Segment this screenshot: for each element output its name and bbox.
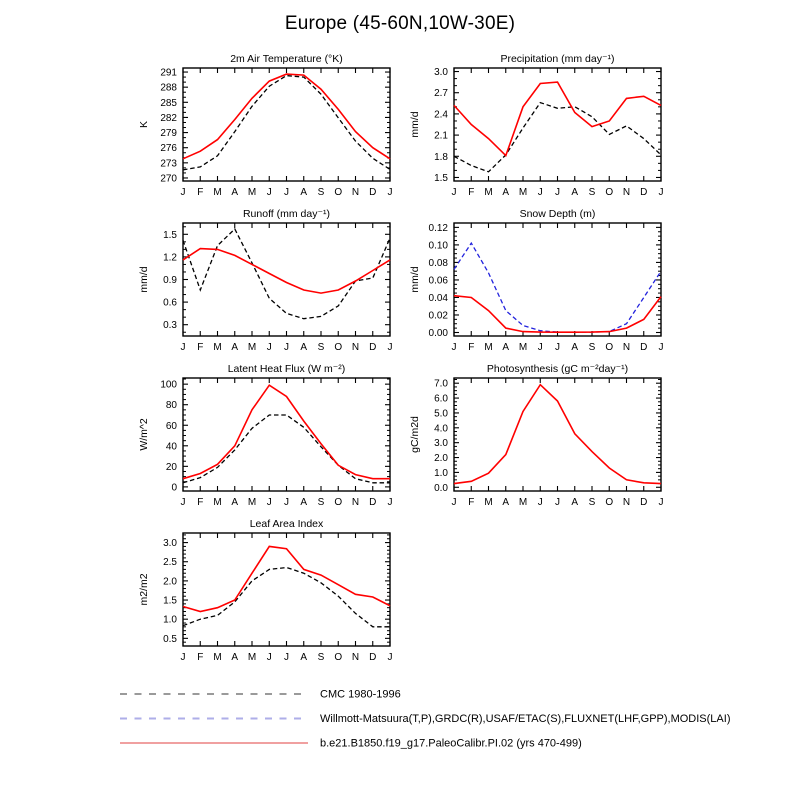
plot-frame	[183, 68, 390, 181]
x-tick-label: S	[588, 342, 596, 353]
y-tick-label: 2.0	[434, 453, 448, 465]
chart-title: Latent Heat Flux (W m⁻²)	[227, 363, 346, 375]
x-tick-label: M	[518, 342, 528, 353]
x-tick-label: J	[180, 497, 186, 508]
chart-runoff	[105, 205, 415, 369]
x-tick-label: D	[369, 652, 377, 663]
x-tick-label: M	[484, 497, 493, 508]
x-tick-label: J	[284, 652, 289, 663]
y-tick-label: 0.00	[428, 327, 448, 339]
y-tick-label: 60	[165, 420, 177, 432]
x-tick-label: F	[197, 187, 204, 198]
x-tick-label: M	[247, 652, 257, 663]
series-line-solid	[454, 385, 661, 484]
x-tick-label: J	[387, 187, 393, 198]
y-tick-label: 3.0	[434, 438, 448, 450]
y-tick-label: 100	[160, 379, 177, 391]
x-tick-label: F	[197, 342, 204, 353]
y-tick-label: 0.12	[428, 222, 448, 234]
x-tick-label: M	[518, 497, 528, 508]
x-tick-label: D	[369, 497, 377, 508]
x-tick-label: S	[317, 497, 325, 508]
y-tick-label: 2.1	[434, 130, 448, 142]
series-line-dashed	[454, 103, 661, 172]
series-line-dashed	[183, 415, 390, 483]
y-tick-label: 1.0	[163, 614, 177, 626]
x-tick-label: J	[658, 342, 664, 353]
legend-label: CMC 1980-1996	[320, 688, 401, 701]
y-tick-label: 282	[160, 112, 177, 124]
x-tick-label: F	[468, 342, 475, 353]
y-tick-label: 0.04	[428, 292, 448, 304]
x-tick-label: M	[247, 342, 257, 353]
y-tick-label: 0.5	[163, 633, 177, 645]
x-tick-label: O	[334, 497, 343, 508]
x-tick-label: A	[571, 497, 579, 508]
figure-title: Europe (45-60N,10W-30E)	[284, 13, 516, 34]
series-line-solid	[183, 385, 390, 479]
x-tick-label: S	[317, 652, 325, 663]
x-tick-label: J	[266, 652, 272, 663]
y-tick-label: 276	[160, 143, 177, 155]
chart-title: Runoff (mm day⁻¹)	[242, 208, 331, 220]
chart-snow-depth	[376, 205, 686, 369]
y-tick-label: 291	[160, 67, 177, 79]
x-tick-label: M	[213, 187, 222, 198]
y-tick-label: 0.10	[428, 240, 448, 252]
x-tick-label: J	[451, 187, 457, 198]
x-tick-label: J	[284, 342, 289, 353]
x-tick-label: A	[571, 187, 579, 198]
y-tick-label: 285	[160, 97, 177, 109]
x-tick-label: J	[658, 497, 664, 508]
chart-title: Snow Depth (m)	[519, 208, 596, 220]
series-line-solid	[183, 546, 390, 611]
x-tick-label: J	[284, 497, 289, 508]
y-axis-label: K	[138, 120, 150, 129]
x-tick-label: A	[502, 187, 510, 198]
y-axis-label: gC/m2d	[409, 416, 421, 453]
x-tick-label: J	[537, 342, 543, 353]
x-tick-label: D	[640, 342, 648, 353]
y-tick-label: 1.5	[163, 229, 177, 241]
x-tick-label: J	[266, 497, 272, 508]
y-tick-label: 2.7	[434, 88, 448, 100]
x-tick-label: M	[247, 187, 257, 198]
x-tick-label: N	[622, 187, 631, 198]
x-tick-label: J	[451, 497, 457, 508]
y-tick-label: 273	[160, 158, 177, 170]
chart-leaf-area-index	[105, 515, 415, 679]
x-tick-label: J	[387, 652, 393, 663]
x-tick-label: O	[334, 342, 343, 353]
y-tick-label: 3.0	[163, 538, 177, 550]
y-tick-label: 80	[165, 400, 177, 412]
series-line-solid	[454, 296, 661, 333]
y-tick-label: 0.02	[428, 310, 448, 322]
x-tick-label: J	[387, 342, 393, 353]
x-tick-label: M	[518, 187, 528, 198]
y-tick-label: 1.2	[163, 252, 177, 264]
chart-title: Precipitation (mm day⁻¹)	[500, 53, 615, 65]
x-tick-label: F	[468, 497, 475, 508]
x-tick-label: N	[351, 342, 360, 353]
x-tick-label: M	[484, 342, 493, 353]
y-tick-label: 4.0	[434, 423, 448, 435]
x-tick-label: M	[213, 342, 222, 353]
x-tick-label: J	[537, 497, 543, 508]
y-tick-label: 1.8	[434, 151, 448, 163]
series-line-solid	[454, 82, 661, 156]
x-tick-label: J	[555, 497, 560, 508]
x-tick-label: S	[317, 342, 325, 353]
x-tick-label: D	[369, 187, 377, 198]
y-tick-label: 270	[160, 173, 177, 185]
plot-frame	[454, 68, 661, 181]
x-tick-label: J	[451, 342, 457, 353]
x-tick-label: O	[605, 187, 614, 198]
x-tick-label: J	[180, 187, 186, 198]
series-line-dashed	[454, 243, 661, 332]
x-tick-label: N	[622, 342, 631, 353]
x-tick-label: A	[502, 497, 510, 508]
x-tick-label: J	[180, 652, 186, 663]
y-tick-label: 40	[165, 441, 177, 453]
y-axis-label: W/m^2	[138, 418, 150, 451]
x-tick-label: A	[231, 187, 239, 198]
y-axis-label: mm/d	[138, 266, 150, 293]
y-tick-label: 2.4	[434, 109, 448, 121]
x-tick-label: M	[213, 497, 222, 508]
y-tick-label: 0	[171, 482, 177, 494]
x-tick-label: M	[247, 497, 257, 508]
y-tick-label: 0.6	[163, 297, 177, 309]
y-tick-label: 0.06	[428, 275, 448, 287]
x-tick-label: J	[555, 342, 560, 353]
y-tick-label: 2.0	[163, 576, 177, 588]
x-tick-label: O	[605, 497, 614, 508]
y-tick-label: 279	[160, 128, 177, 140]
x-tick-label: A	[300, 497, 308, 508]
x-tick-label: D	[369, 342, 377, 353]
chart-title: 2m Air Temperature (°K)	[230, 53, 343, 65]
x-tick-label: J	[658, 187, 664, 198]
chart-precipitation	[376, 50, 686, 214]
x-tick-label: F	[468, 187, 475, 198]
plot-frame	[183, 378, 390, 491]
y-tick-label: 20	[165, 461, 177, 473]
x-tick-label: M	[484, 187, 493, 198]
x-tick-label: M	[213, 652, 222, 663]
x-tick-label: J	[266, 187, 272, 198]
chart-title: Leaf Area Index	[249, 518, 324, 530]
x-tick-label: S	[588, 187, 596, 198]
series-line-solid	[183, 74, 390, 159]
x-tick-label: D	[640, 187, 648, 198]
series-line-dashed	[183, 76, 390, 170]
series-line-dashed	[183, 568, 390, 627]
x-tick-label: A	[231, 342, 239, 353]
y-tick-label: 3.0	[434, 67, 448, 79]
series-line-dashed	[183, 229, 390, 319]
x-tick-label: A	[300, 652, 308, 663]
y-tick-label: 288	[160, 82, 177, 94]
x-tick-label: J	[284, 187, 289, 198]
x-tick-label: N	[622, 497, 631, 508]
legend-label: b.e21.B1850.f19_g17.PaleoCalibr.PI.02 (yrs 470-499)	[320, 737, 582, 750]
x-tick-label: S	[317, 187, 325, 198]
y-tick-label: 0.0	[434, 482, 448, 494]
y-tick-label: 1.5	[434, 172, 448, 184]
y-tick-label: 7.0	[434, 378, 448, 390]
y-axis-label: mm/d	[409, 266, 421, 293]
chart-photosynthesis	[376, 360, 686, 524]
x-tick-label: J	[537, 187, 543, 198]
x-tick-label: N	[351, 187, 360, 198]
x-tick-label: S	[588, 497, 596, 508]
legend-label: Willmott-Matsuura(T,P),GRDC(R),USAF/ETAC(S),FLUXNET(LHF,GPP),MODIS(LAI)	[320, 713, 731, 725]
x-tick-label: J	[555, 187, 560, 198]
x-tick-label: A	[231, 652, 239, 663]
x-tick-label: O	[334, 652, 343, 663]
y-axis-label: m2/m2	[138, 573, 150, 606]
chart-latent-heat-flux	[105, 360, 415, 524]
y-tick-label: 1.0	[434, 467, 448, 479]
y-tick-label: 1.5	[163, 595, 177, 607]
x-tick-label: F	[197, 497, 204, 508]
x-tick-label: A	[571, 342, 579, 353]
y-tick-label: 6.0	[434, 393, 448, 405]
y-tick-label: 0.3	[163, 320, 177, 332]
x-tick-label: A	[502, 342, 510, 353]
y-tick-label: 2.5	[163, 557, 177, 569]
chart-title: Photosynthesis (gC m⁻²day⁻¹)	[486, 363, 629, 375]
chart-temperature	[105, 50, 415, 214]
x-tick-label: J	[180, 342, 186, 353]
y-axis-label: mm/d	[409, 111, 421, 138]
x-tick-label: O	[605, 342, 614, 353]
x-tick-label: J	[266, 342, 272, 353]
x-tick-label: A	[231, 497, 239, 508]
y-tick-label: 0.9	[163, 275, 177, 286]
plot-frame	[183, 533, 390, 646]
y-tick-label: 0.08	[428, 257, 448, 269]
x-tick-label: A	[300, 342, 308, 353]
legend	[108, 680, 798, 758]
x-tick-label: A	[300, 187, 308, 198]
x-tick-label: D	[640, 497, 648, 508]
x-tick-label: F	[197, 652, 204, 663]
x-tick-label: N	[351, 497, 360, 508]
y-tick-label: 5.0	[434, 408, 448, 420]
x-tick-label: N	[351, 652, 360, 663]
x-tick-label: J	[387, 497, 393, 508]
x-tick-label: O	[334, 187, 343, 198]
